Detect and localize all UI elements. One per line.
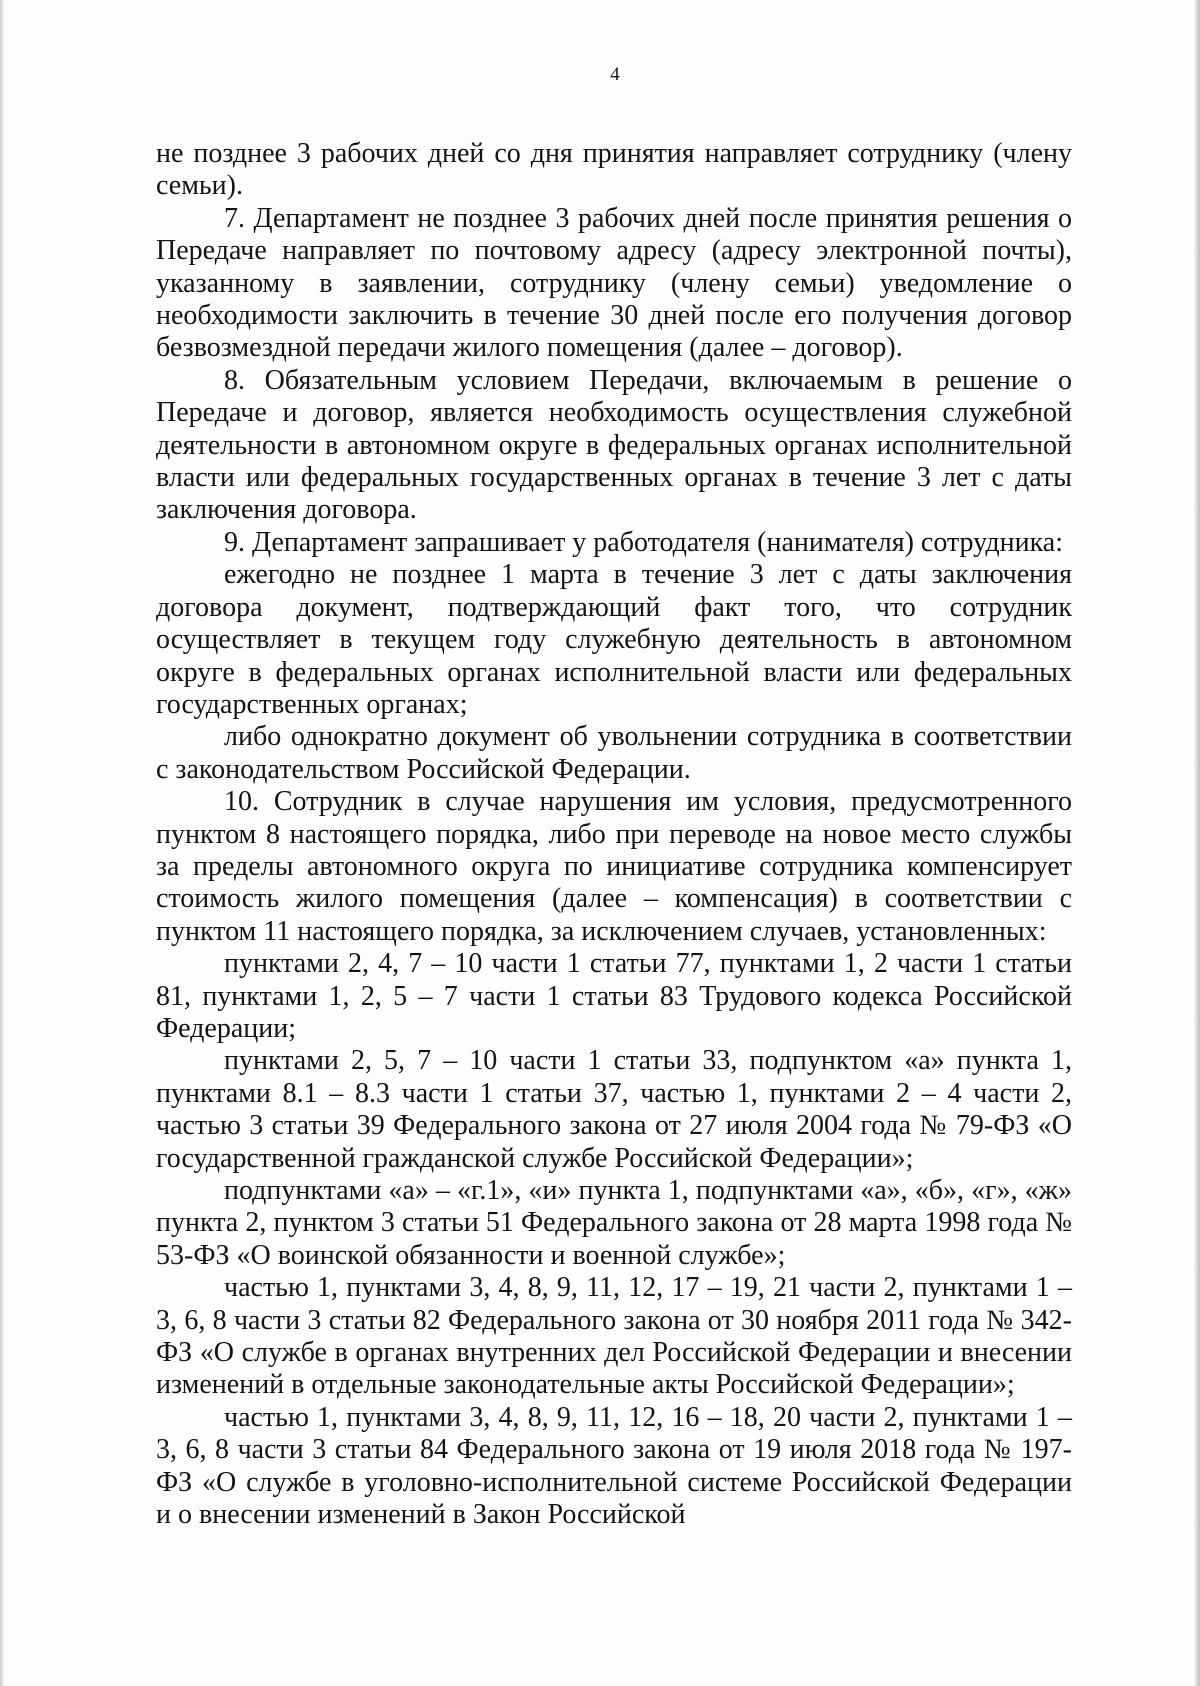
paragraph-law-342fz: частью 1, пунктами 3, 4, 8, 9, 11, 12, 17 – 19, 21 части 2, пунктами 1 – 3, 6, 8 части 3 статьи 82 Федерального закона от 30 ноября 2011 года № 342-ФЗ «О службе в органах внутренних дел Российской Федерации и внесении изменений в отдельные законодательные акты Российской Федерации»; [156, 1272, 1072, 1401]
paragraph-continuation: не позднее 3 рабочих дней со дня принятия направляет сотруднику (члену семьи). [156, 138, 1072, 202]
page-number: 4 [610, 64, 620, 85]
scan-edge-right [1194, 0, 1200, 1686]
paragraph-item-7: 7. Департамент не позднее 3 рабочих дней после принятия решения о Передаче направляет по почтовому адресу (адресу электронной почты), указанному в заявлении, сотруднику (члену семьи) уведомление о необходимости заключить в течение 30 дней после его получения договор безвозмездной передачи жилого помещения (далее – договор). [156, 202, 1072, 364]
paragraph-law-53fz: подпунктами «а» – «г.1», «и» пункта 1, подпунктами «а», «б», «г», «ж» пункта 2, пунктом 3 статьи 51 Федерального закона от 28 марта 1998 года № 53-ФЗ «О воинской обязанности и военной службе»; [156, 1175, 1072, 1271]
paragraph-law-197fz: частью 1, пунктами 3, 4, 8, 9, 11, 12, 16 – 18, 20 части 2, пунктами 1 – 3, 6, 8 части 3 статьи 84 Федерального закона от 19 июля 2018 года № 197-ФЗ «О службе в уголовно-исполнительной системе Российской Федерации и о внесении изменений в Закон Российской [156, 1401, 1072, 1531]
paragraph-law-79fz: пунктами 2, 5, 7 – 10 части 1 статьи 33, подпунктом «а» пункта 1, пунктами 8.1 – 8.3 части 1 статьи 37, частью 1, пунктами 2 – 4 части 2, частью 3 статьи 39 Федерального закона от 27 июля 2004 года № 79-ФЗ «О государственной гражданской службе Российской Федерации»; [156, 1045, 1072, 1174]
document-body [156, 138, 1072, 1531]
scan-edge-left [0, 0, 4, 1686]
paragraph-item-8: 8. Обязательным условием Передачи, включаемым в решение о Передаче и договор, является необходимость осуществления служебной деятельности в автономном округе в федеральных органах исполнительной власти или федеральных государственных органах в течение 3 лет с даты заключения договора. [156, 364, 1072, 526]
paragraph-item-9-once: либо однократно документ об увольнении сотрудника в соответствии с законодательством Российской Федерации. [156, 721, 1072, 785]
paragraph-labor-code: пунктами 2, 4, 7 – 10 части 1 статьи 77, пунктами 1, 2 части 1 статьи 81, пунктами 1, 2, 5 – 7 части 1 статьи 83 Трудового кодекса Российской Федерации; [156, 948, 1072, 1044]
paragraph-item-9: 9. Департамент запрашивает у работодателя (нанимателя) сотрудника: [224, 526, 1064, 558]
paragraph-item-9-annual: ежегодно не позднее 1 марта в течение 3 лет с даты заключения договора документ, подтверждающий факт того, что сотрудник осуществляет в текущем году служебную деятельность в автономном округе в федеральных органах исполнительной власти или федеральных государственных органах; [156, 559, 1072, 720]
paragraph-item-10: 10. Сотрудник в случае нарушения им условия, предусмотренного пунктом 8 настоящего порядка, либо при переводе на новое место службы за пределы автономного округа по инициативе сотрудника компенсирует стоимость жилого помещения (далее – компенсация) в соответствии с пунктом 11 настоящего порядка, за исключением случаев, установленных: [156, 786, 1072, 947]
